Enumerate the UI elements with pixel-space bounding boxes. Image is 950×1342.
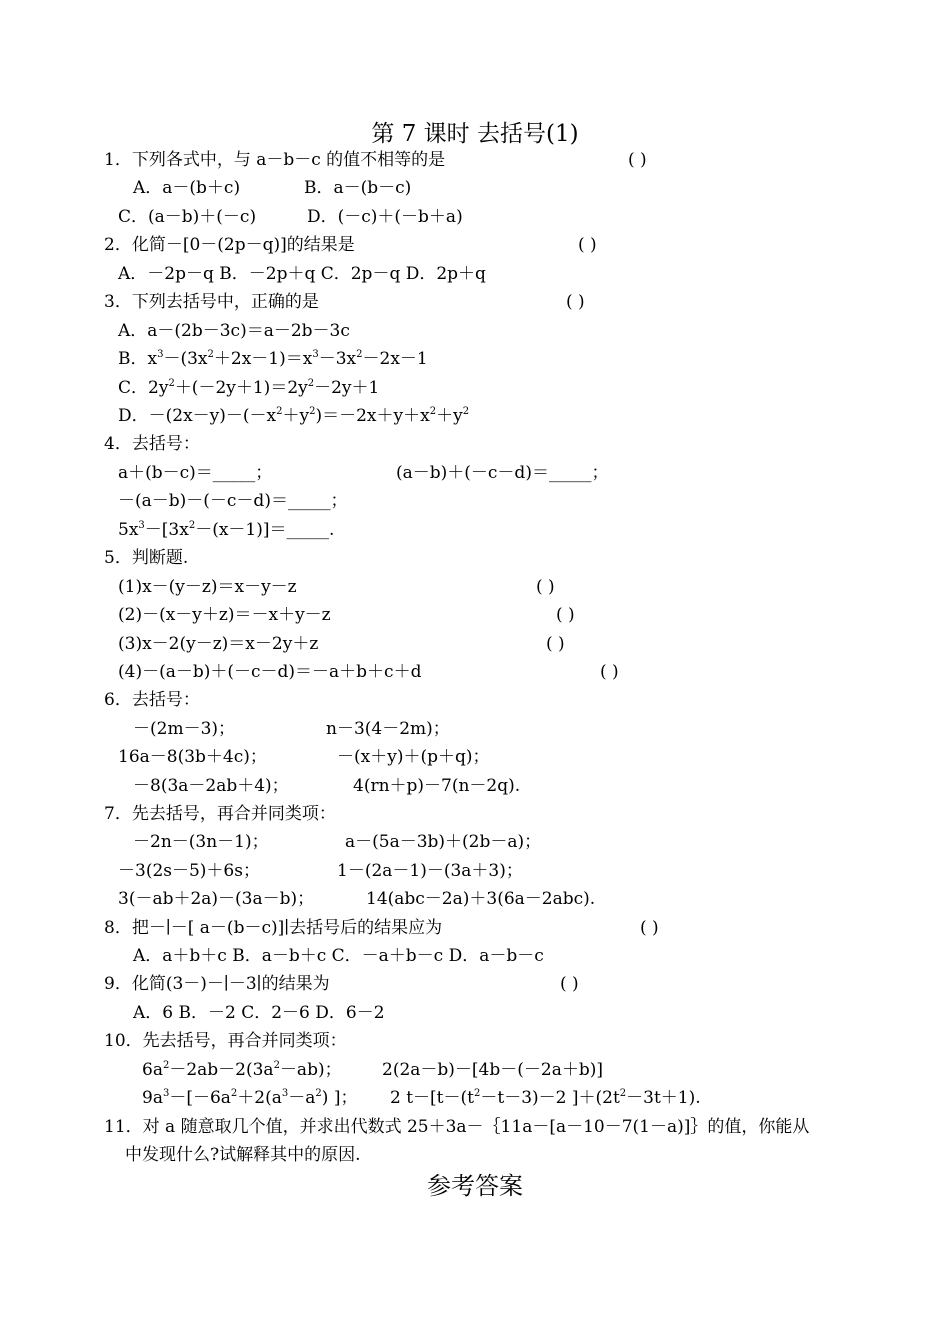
- text-run: B．x: [118, 349, 158, 369]
- text-run: )＝－2x＋y＋x: [315, 406, 430, 426]
- superscript: 3: [157, 349, 164, 360]
- superscript: 2: [162, 1060, 170, 1071]
- text-line: 11．对 a 随意取几个值，并求出代数式 25＋3a－｛11a－[a－10－7(1－a)]｝的值，你能从: [104, 1117, 810, 1137]
- superscript: 2: [188, 520, 196, 531]
- text-run: ＋2(a: [237, 1088, 282, 1108]
- text-line: 3(－ab＋2a)－(3a－b)；: [118, 889, 315, 909]
- text-line: [118, 347, 428, 371]
- superscript: 2: [230, 1088, 238, 1099]
- text-line: C．(a－b)＋(－c): [118, 207, 257, 227]
- text-run: －3x: [318, 349, 357, 369]
- text-run: D．－(2x－y)－(－x: [118, 406, 277, 426]
- text-line: a＋(b－c)＝_____；: [118, 463, 273, 483]
- text-line: a－(5a－3b)＋(2b－a)；: [345, 832, 542, 852]
- superscript: 2: [473, 1088, 481, 1099]
- superscript: 3: [281, 1088, 289, 1099]
- text-line: ( ): [628, 150, 647, 170]
- text-run: －(x－1)]＝_____.: [195, 520, 335, 540]
- text-line: ( ): [560, 974, 579, 994]
- text-run: 5x: [118, 520, 139, 540]
- superscript: 3: [138, 520, 145, 531]
- text-run: －2y＋1: [314, 378, 380, 398]
- text-line: (a－b)＋(－c－d)＝_____；: [396, 463, 609, 483]
- text-line: －(a－b)－(－c－d)＝_____；: [118, 491, 348, 511]
- text-run: C．2y: [118, 378, 169, 398]
- text-line: ( ): [640, 918, 659, 938]
- text-line: 8．把－∣－[ a－(b－c)]∣去括号后的结果应为: [104, 918, 443, 938]
- text-line: [118, 518, 334, 542]
- text-run: －[3x: [144, 520, 189, 540]
- superscript: 2: [168, 378, 175, 389]
- text-line: [142, 1058, 342, 1082]
- superscript: 2: [207, 349, 214, 360]
- text-run: ＋2x－1)＝x: [213, 349, 313, 369]
- text-line: (1)x－(y－z)＝x－y－z: [118, 577, 297, 597]
- text-line: ( ): [600, 662, 619, 682]
- superscript: 2: [276, 406, 283, 417]
- text-line: 10．先去括号，再合并同类项：: [104, 1031, 347, 1051]
- text-line: [118, 404, 469, 428]
- text-line: 1－(2a－1)－(3a＋3)；: [337, 861, 523, 881]
- superscript: 3: [312, 349, 319, 360]
- text-run: －a: [288, 1088, 316, 1108]
- text-line: ( ): [556, 605, 575, 625]
- text-line: ( ): [578, 235, 597, 255]
- text-line: [118, 376, 379, 400]
- text-line: 2．化简－[0－(2p－q)]的结果是: [104, 235, 355, 255]
- text-line: －(x＋y)＋(p＋q)；: [337, 747, 490, 767]
- text-line: A．－2p－q B．－2p＋q C．2p－q D．2p＋q: [118, 264, 486, 284]
- text-line: n－3(4－2m)；: [326, 719, 450, 739]
- text-line: ( ): [546, 634, 565, 654]
- text-line: A．a＋b＋c B．a－b＋c C．－a＋b－c D．a－b－c: [133, 946, 544, 966]
- text-run: －2ab－2(3a: [169, 1060, 274, 1080]
- text-line: －2n－(3n－1)；: [133, 832, 269, 852]
- text-line: [142, 1086, 357, 1110]
- text-run: 9a: [142, 1088, 163, 1108]
- text-line: A．a－(b＋c): [133, 178, 241, 198]
- text-line: (3)x－2(y－z)＝x－2y＋z: [118, 634, 319, 654]
- superscript: 3: [162, 1088, 170, 1099]
- page-title: 第 7 课时 去括号(1): [371, 121, 579, 147]
- text-run: ＋(－2y＋1)＝2y: [174, 378, 308, 398]
- text-run: ) ]；: [321, 1088, 358, 1108]
- text-line: 2(2a－b)－[4b－(－2a＋b)]: [382, 1060, 603, 1080]
- text-line: (4)－(a－b)＋(－c－d)＝－a＋b＋c＋d: [118, 662, 422, 682]
- text-line: ( ): [566, 292, 585, 312]
- text-line: 5．判断题.: [104, 548, 189, 568]
- text-run: －t－3)－2 ]＋(2t: [480, 1088, 620, 1108]
- text-line: 9．化简(3－)－∣－3∣的结果为: [104, 974, 330, 994]
- text-line: ( ): [536, 577, 555, 597]
- text-line: －3(2s－5)＋6s；: [118, 861, 260, 881]
- text-run: －ab)；: [279, 1060, 342, 1080]
- superscript: 2: [315, 1088, 322, 1099]
- text-line: 1．下列各式中，与 a－b－c 的值不相等的是: [104, 150, 446, 170]
- superscript: 2: [429, 406, 437, 417]
- text-run: ＋y: [436, 406, 463, 426]
- text-line: 中发现什么?试解释其中的原因.: [125, 1145, 361, 1165]
- text-line: B．a－(b－c): [304, 178, 412, 198]
- text-run: －(3x: [163, 349, 208, 369]
- text-line: [390, 1086, 701, 1110]
- text-line: －8(3a－2ab＋4)；: [133, 776, 289, 796]
- text-line: 4．去括号：: [104, 434, 200, 454]
- superscript: 2: [462, 406, 470, 417]
- superscript: 2: [307, 378, 315, 389]
- text-line: 14(abc－2a)＋3(6a－2abc).: [366, 889, 596, 909]
- text-line: 7．先去括号，再合并同类项：: [104, 804, 336, 824]
- superscript: 2: [309, 406, 316, 417]
- text-line: A．a－(2b－3c)＝a－2b－3c: [118, 321, 350, 341]
- superscript: 2: [356, 349, 363, 360]
- text-line: 4(rn＋p)－7(n－2q).: [353, 776, 521, 796]
- text-run: －2x－1: [362, 349, 428, 369]
- text-line: －(2m－3)；: [133, 719, 236, 739]
- text-line: 16a－8(3b＋4c)；: [118, 747, 267, 767]
- superscript: 2: [619, 1088, 627, 1099]
- text-run: 2 t－[t－(t: [390, 1088, 474, 1108]
- text-line: D．(－c)＋(－b＋a): [307, 207, 463, 227]
- answer-section-title: 参考答案: [427, 1172, 523, 1200]
- text-line: 6．去括号：: [104, 690, 200, 710]
- superscript: 2: [273, 1060, 280, 1071]
- text-run: 6a: [142, 1060, 163, 1080]
- text-run: ＋y: [282, 406, 310, 426]
- text-run: －[－6a: [169, 1088, 231, 1108]
- text-line: 3．下列去括号中，正确的是: [104, 292, 319, 312]
- text-run: －3t＋1).: [626, 1088, 701, 1108]
- text-line: A．6 B．－2 C．2－6 D．6－2: [133, 1003, 385, 1023]
- text-line: (2)－(x－y＋z)＝－x＋y－z: [118, 605, 331, 625]
